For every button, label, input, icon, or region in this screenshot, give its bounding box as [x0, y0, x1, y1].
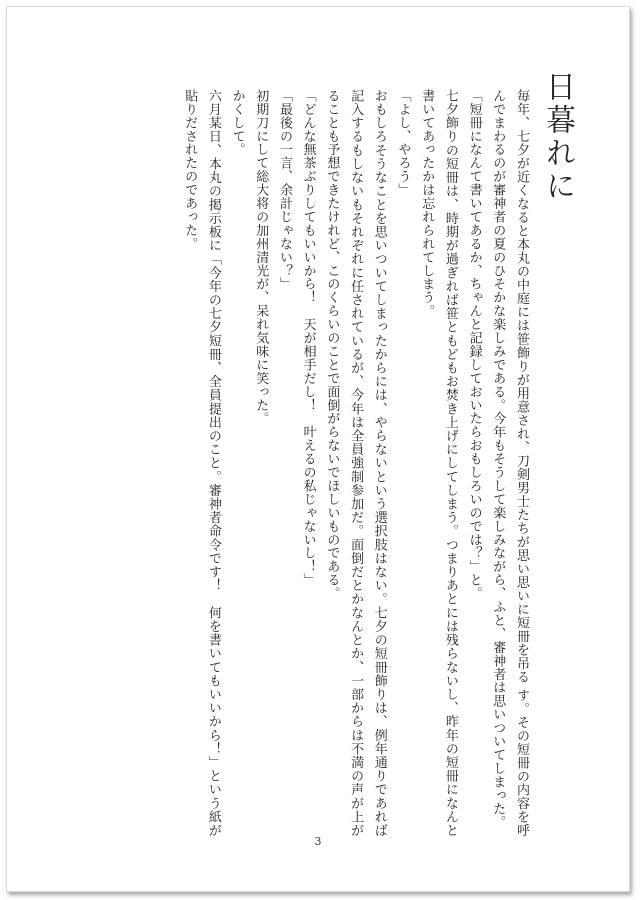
paragraph: 六月某日、本丸の掲示板に「今年の七夕短冊、全員提出のこと。審神者命令です！ 何を書いてもいいから！」という紙が貼りだされたのであった。 [182, 89, 221, 837]
paragraph: かくして。 [229, 89, 245, 157]
paragraph: 初期刀にして総大将の加州清光が、呆れ気味に笑った。 [253, 89, 269, 426]
book-page [6, 6, 630, 892]
paragraph: 「よし、やろう」 [395, 89, 411, 197]
paragraph: 「どんな無茶ぶりしてもいいから！ 天が相手だし！ 叶えるの私じゃないし！」 [300, 89, 316, 587]
paragraph: 「短冊になんて書いてあるか、ちゃんと記録しておいたらおもしろいのでは？」と。 [466, 89, 482, 601]
paragraph: 「最後の一言、余計じゃない？」 [276, 89, 292, 291]
paragraph: おもしろそうなことを思いついてしまったからには、やらないという選択肢はない。七夕の短冊飾りは、例年通りであれば記入するもしないもそれぞれに任されているが、今年は全員強制参加だ。面倒だとかなんとか、一部からは不満の声が上がることも予想できたけれど、このくらいのことで面倒がらないでほしいものである。 [324, 89, 387, 837]
paragraph: 七夕飾りの短冊は、時期が過ぎれば笹ともどもお焚き上げにしてしまう。つまりあとには残らないし、昨年の短冊になんと書いてあったかは忘れられてしまう。 [419, 89, 458, 837]
body-text [177, 89, 533, 837]
page-number: 3 [314, 835, 322, 848]
paragraph: 毎年、七夕が近くなると本丸の中庭には笹飾りが用意され、刀剣男士たちが思い思いに短冊を吊る す。その短冊の内容を呼んでまわるのが審神者の夏のひそかな楽しみである。今年もそうして楽しみながら、ふと、審神者は思いついてしまった。 [490, 89, 529, 837]
chapter-title: 日暮れに [540, 71, 575, 203]
